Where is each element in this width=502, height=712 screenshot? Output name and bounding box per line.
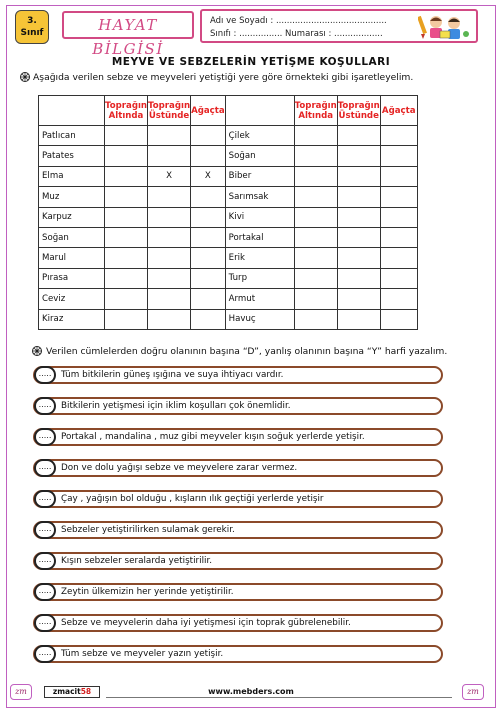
statement-text: Tüm sebze ve meyveler yazın yetişir.: [61, 649, 224, 659]
item-name: Kivi: [225, 207, 294, 227]
class-number-field[interactable]: Sınıfı : ................ Numarası : ..................: [210, 29, 383, 39]
mark-cell[interactable]: [148, 126, 191, 146]
statement-item: [33, 459, 443, 477]
section-title: MEYVE VE SEBZELERİN YETİŞME KOŞULLARI: [111, 56, 391, 68]
kids-reading-icon: [418, 12, 472, 42]
header-aboveground: Toprağın Üstünde: [148, 96, 191, 126]
footer-logo-right: zm: [462, 684, 484, 700]
answer-blank[interactable]: .....: [34, 614, 56, 632]
header-tree: Ağaçta: [380, 96, 417, 126]
table-row: [39, 166, 418, 186]
item-name: Elma: [39, 166, 105, 186]
mark-cell[interactable]: [105, 289, 148, 309]
answer-blank[interactable]: .....: [34, 583, 56, 601]
statement-text: Bitkilerin yetişmesi için iklim koşulları çok önemlidir.: [61, 401, 291, 411]
grade-number: 3.: [27, 16, 37, 26]
table-row: [39, 248, 418, 268]
footer-code-prefix: zmacit: [52, 687, 81, 696]
statement-text: Sebze ve meyvelerin daha iyi yetişmesi için toprak gübrelenebilir.: [61, 618, 351, 628]
item-name: Karpuz: [39, 207, 105, 227]
item-name: Biber: [225, 166, 294, 186]
table-header-blank: [225, 96, 294, 126]
item-name: Marul: [39, 248, 105, 268]
mark-cell[interactable]: [337, 146, 380, 166]
mark-cell[interactable]: [148, 289, 191, 309]
statement-text: Sebzeler yetiştirilirken sulamak gerekir.: [61, 525, 235, 535]
student-info-box: [200, 9, 478, 43]
mark-cell[interactable]: [380, 248, 417, 268]
mark-cell[interactable]: [191, 268, 226, 288]
mark-cell[interactable]: [105, 207, 148, 227]
table-header-row: [39, 96, 418, 126]
mark-cell[interactable]: [105, 187, 148, 207]
mark-cell[interactable]: [294, 146, 337, 166]
item-name: Pırasa: [39, 268, 105, 288]
answer-blank[interactable]: .....: [34, 428, 56, 446]
item-name: Ceviz: [39, 289, 105, 309]
statement-text: Çay , yağışın bol olduğu , kışların ılık geçtiği yerlerde yetişir: [61, 494, 324, 504]
mark-cell[interactable]: [337, 166, 380, 186]
mark-cell[interactable]: [380, 126, 417, 146]
item-name: Patlıcan: [39, 126, 105, 146]
mark-cell[interactable]: [105, 166, 148, 186]
flower-bullet-icon: [20, 72, 30, 82]
statement-text: Don ve dolu yağışı sebze ve meyvelere zarar vermez.: [61, 463, 298, 473]
mark-cell[interactable]: [191, 207, 226, 227]
footer-website[interactable]: www.mebders.com: [208, 687, 294, 696]
mark-cell[interactable]: [380, 187, 417, 207]
statement-text: Zeytin ülkemizin her yerinde yetiştirilir.: [61, 587, 234, 597]
item-name: Soğan: [225, 146, 294, 166]
answer-blank[interactable]: .....: [34, 459, 56, 477]
mark-cell[interactable]: X: [191, 166, 226, 186]
grade-badge: [15, 10, 49, 44]
mark-cell[interactable]: [337, 248, 380, 268]
table-row: [39, 126, 418, 146]
flower-bullet-icon: [32, 346, 42, 356]
table-row: [39, 207, 418, 227]
mark-cell[interactable]: [380, 207, 417, 227]
instruction-true-false: Verilen cümlelerden doğru olanının başına “D”, yanlış olanının başına “Y” harfi yazalım.: [46, 346, 448, 357]
header-underground: Toprağın Altında: [294, 96, 337, 126]
mark-cell[interactable]: [380, 309, 417, 329]
mark-cell[interactable]: [337, 126, 380, 146]
mark-cell[interactable]: [380, 166, 417, 186]
item-name: Sarımsak: [225, 187, 294, 207]
mark-cell[interactable]: [148, 146, 191, 166]
answer-blank[interactable]: .....: [34, 490, 56, 508]
mark-cell[interactable]: [148, 248, 191, 268]
mark-cell[interactable]: [380, 227, 417, 247]
item-name: Erik: [225, 248, 294, 268]
item-name: Kiraz: [39, 309, 105, 329]
mark-cell[interactable]: [294, 227, 337, 247]
item-name: Armut: [225, 289, 294, 309]
header-tree: Ağaçta: [191, 96, 226, 126]
mark-cell[interactable]: [294, 187, 337, 207]
growing-place-table: [38, 95, 418, 330]
item-name: Havuç: [225, 309, 294, 329]
table-row: [39, 187, 418, 207]
answer-blank[interactable]: .....: [34, 366, 56, 384]
footer-logo-left: zm: [10, 684, 32, 700]
item-name: Soğan: [39, 227, 105, 247]
statement-item: [33, 428, 443, 446]
statement-item: [33, 366, 443, 384]
answer-blank[interactable]: .....: [34, 645, 56, 663]
mark-cell[interactable]: [105, 126, 148, 146]
mark-cell[interactable]: [380, 146, 417, 166]
mark-cell[interactable]: [294, 126, 337, 146]
mark-cell[interactable]: [105, 227, 148, 247]
mark-cell[interactable]: [105, 248, 148, 268]
table-row: [39, 227, 418, 247]
statement-item: [33, 397, 443, 415]
statement-text: Tüm bitkilerin güneş ışığına ve suya ihtiyacı vardır.: [61, 370, 284, 380]
mark-cell[interactable]: [337, 309, 380, 329]
mark-cell[interactable]: [337, 187, 380, 207]
mark-cell[interactable]: [337, 268, 380, 288]
footer-divider: [106, 697, 452, 698]
grade-label: Sınıf: [20, 28, 44, 38]
mark-cell[interactable]: [337, 207, 380, 227]
statement-item: [33, 521, 443, 539]
mark-cell[interactable]: [191, 146, 226, 166]
instruction-table: Aşağıda verilen sebze ve meyveleri yetiştiği yere göre örnekteki gibi işaretleyelim.: [33, 72, 414, 83]
mark-cell[interactable]: [191, 227, 226, 247]
statement-item: [33, 614, 443, 632]
statement-item: [33, 490, 443, 508]
table-row: [39, 268, 418, 288]
statement-item: [33, 583, 443, 601]
mark-cell[interactable]: [191, 289, 226, 309]
statement-text: Kışın sebzeler seralarda yetiştirilir.: [61, 556, 213, 566]
mark-cell[interactable]: [191, 248, 226, 268]
item-name: Muz: [39, 187, 105, 207]
footer-code-number: 58: [80, 687, 92, 696]
mark-cell[interactable]: [148, 207, 191, 227]
mark-cell[interactable]: [380, 268, 417, 288]
mark-cell[interactable]: [191, 126, 226, 146]
statement-item: [33, 645, 443, 663]
student-name-field[interactable]: Adı ve Soyadı : .........................................: [210, 16, 387, 26]
statement-item: [33, 552, 443, 570]
answer-blank[interactable]: .....: [34, 397, 56, 415]
mark-cell[interactable]: [294, 289, 337, 309]
mark-cell[interactable]: [294, 309, 337, 329]
mark-cell[interactable]: [191, 309, 226, 329]
table-header-blank: [39, 96, 105, 126]
table-row: [39, 309, 418, 329]
mark-cell[interactable]: [105, 146, 148, 166]
mark-cell[interactable]: [294, 207, 337, 227]
mark-cell[interactable]: [337, 289, 380, 309]
mark-cell[interactable]: [191, 187, 226, 207]
mark-cell[interactable]: [380, 289, 417, 309]
table-body: [39, 126, 418, 330]
mark-cell[interactable]: [337, 227, 380, 247]
mark-cell[interactable]: [105, 309, 148, 329]
mark-cell[interactable]: [294, 166, 337, 186]
table-row: [39, 289, 418, 309]
mark-cell[interactable]: [294, 248, 337, 268]
item-name: Çilek: [225, 126, 294, 146]
item-name: Patates: [39, 146, 105, 166]
header-underground: Toprağın Altında: [105, 96, 148, 126]
mark-cell[interactable]: [148, 309, 191, 329]
answer-blank[interactable]: .....: [34, 552, 56, 570]
mark-cell[interactable]: [148, 187, 191, 207]
table-row: [39, 146, 418, 166]
answer-blank[interactable]: .....: [34, 521, 56, 539]
item-name: Turp: [225, 268, 294, 288]
subject-title: HAYAT BİLGİSİ: [62, 11, 194, 39]
item-name: Portakal: [225, 227, 294, 247]
mark-cell[interactable]: X: [148, 166, 191, 186]
mark-cell[interactable]: [148, 268, 191, 288]
statement-text: Portakal , mandalina , muz gibi meyveler kışın soğuk yerlerde yetişir.: [61, 432, 365, 442]
mark-cell[interactable]: [294, 268, 337, 288]
mark-cell[interactable]: [105, 268, 148, 288]
mark-cell[interactable]: [148, 227, 191, 247]
header-aboveground: Toprağın Üstünde: [337, 96, 380, 126]
